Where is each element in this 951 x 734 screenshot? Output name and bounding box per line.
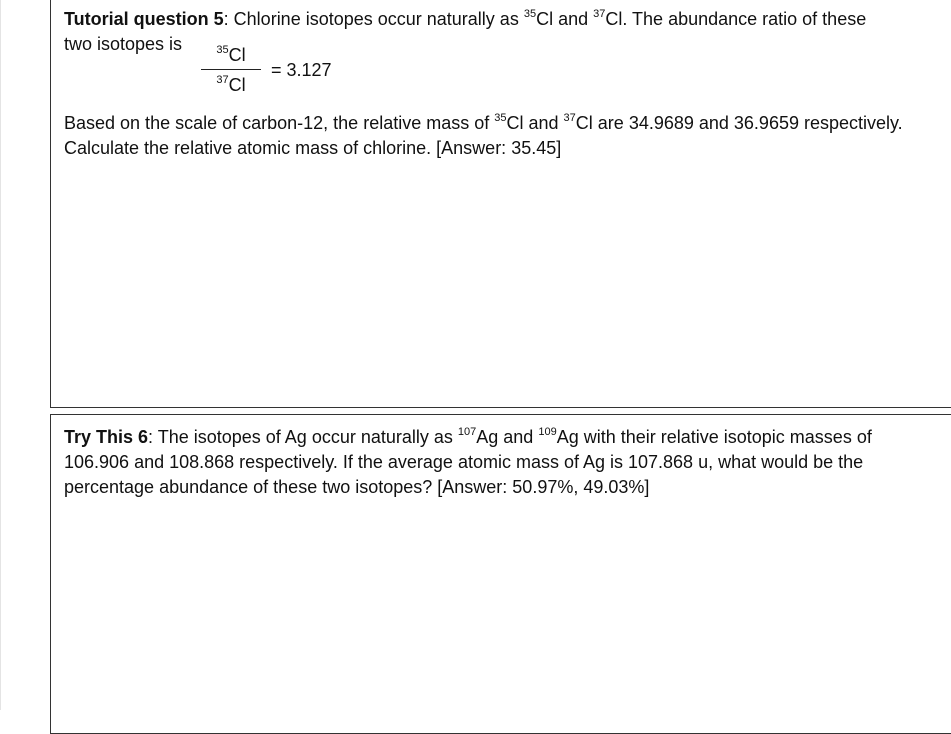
tutorial-question-box	[50, 0, 951, 408]
cl35-mass-number-2: 35	[494, 112, 507, 124]
tutorial-question-label: Tutorial question 5	[64, 9, 224, 29]
try-this-label: Try This 6	[64, 427, 149, 447]
ag109-mass-number: 109	[538, 426, 557, 438]
fraction-numerator	[201, 43, 261, 67]
ratio-value: = 3.127	[271, 60, 332, 80]
try-this-line-3: percentage abundance of these two isotopes? [Answer: 50.97%, 49.03%]	[64, 477, 650, 497]
tutorial-question-line-4: Calculate the relative atomic mass of chlorine. [Answer: 35.45]	[64, 138, 562, 158]
tutorial-intro-text: : Chlorine isotopes occur naturally as	[223, 9, 524, 29]
cl35-mass-number: 35	[523, 8, 537, 20]
relative-mass-values: are 34.9689 and 36.9659 respectively.	[592, 113, 903, 133]
cl37-mass-number-2: 37	[563, 112, 576, 124]
cl37-symbol: Cl	[605, 9, 623, 29]
denominator-symbol: Cl	[228, 75, 246, 95]
relative-mass-text: Based on the scale of carbon-12, the relative mass of	[64, 113, 495, 133]
cl37-mass-number: 37	[593, 8, 606, 20]
tutorial-question-line-3	[64, 111, 951, 135]
try-this-intro-text-end: with their relative isotopic masses of	[578, 427, 872, 447]
abundance-ratio-fraction	[201, 43, 261, 99]
try-this-box	[50, 414, 951, 734]
and-text-3: and	[498, 427, 539, 447]
numerator-symbol: Cl	[228, 45, 246, 65]
tutorial-intro-text-end: . The abundance ratio of these	[622, 9, 867, 29]
fraction-bar	[201, 69, 261, 70]
try-this-line-1	[64, 425, 951, 449]
try-this-line-2: 106.906 and 108.868 respectively. If the average atomic mass of Ag is 107.868 u, what would be the	[64, 452, 864, 472]
numerator-mass-number: 35	[216, 44, 229, 56]
and-text: and	[553, 9, 594, 29]
tutorial-question-line-1	[64, 7, 951, 31]
page-margin-line	[0, 0, 1, 710]
ag109-symbol: Ag	[556, 427, 579, 447]
cl35-symbol: Cl	[536, 9, 554, 29]
ag107-mass-number: 107	[457, 426, 477, 438]
and-text-2: and	[523, 113, 564, 133]
cl37-symbol-2: Cl	[575, 113, 593, 133]
ag107-symbol: Ag	[476, 427, 499, 447]
cl35-symbol-2: Cl	[506, 113, 524, 133]
tutorial-question-line-2: two isotopes is	[64, 34, 183, 54]
denominator-mass-number: 37	[216, 74, 229, 86]
try-this-intro-text: : The isotopes of Ag occur naturally as	[148, 427, 458, 447]
fraction-denominator	[201, 73, 261, 97]
